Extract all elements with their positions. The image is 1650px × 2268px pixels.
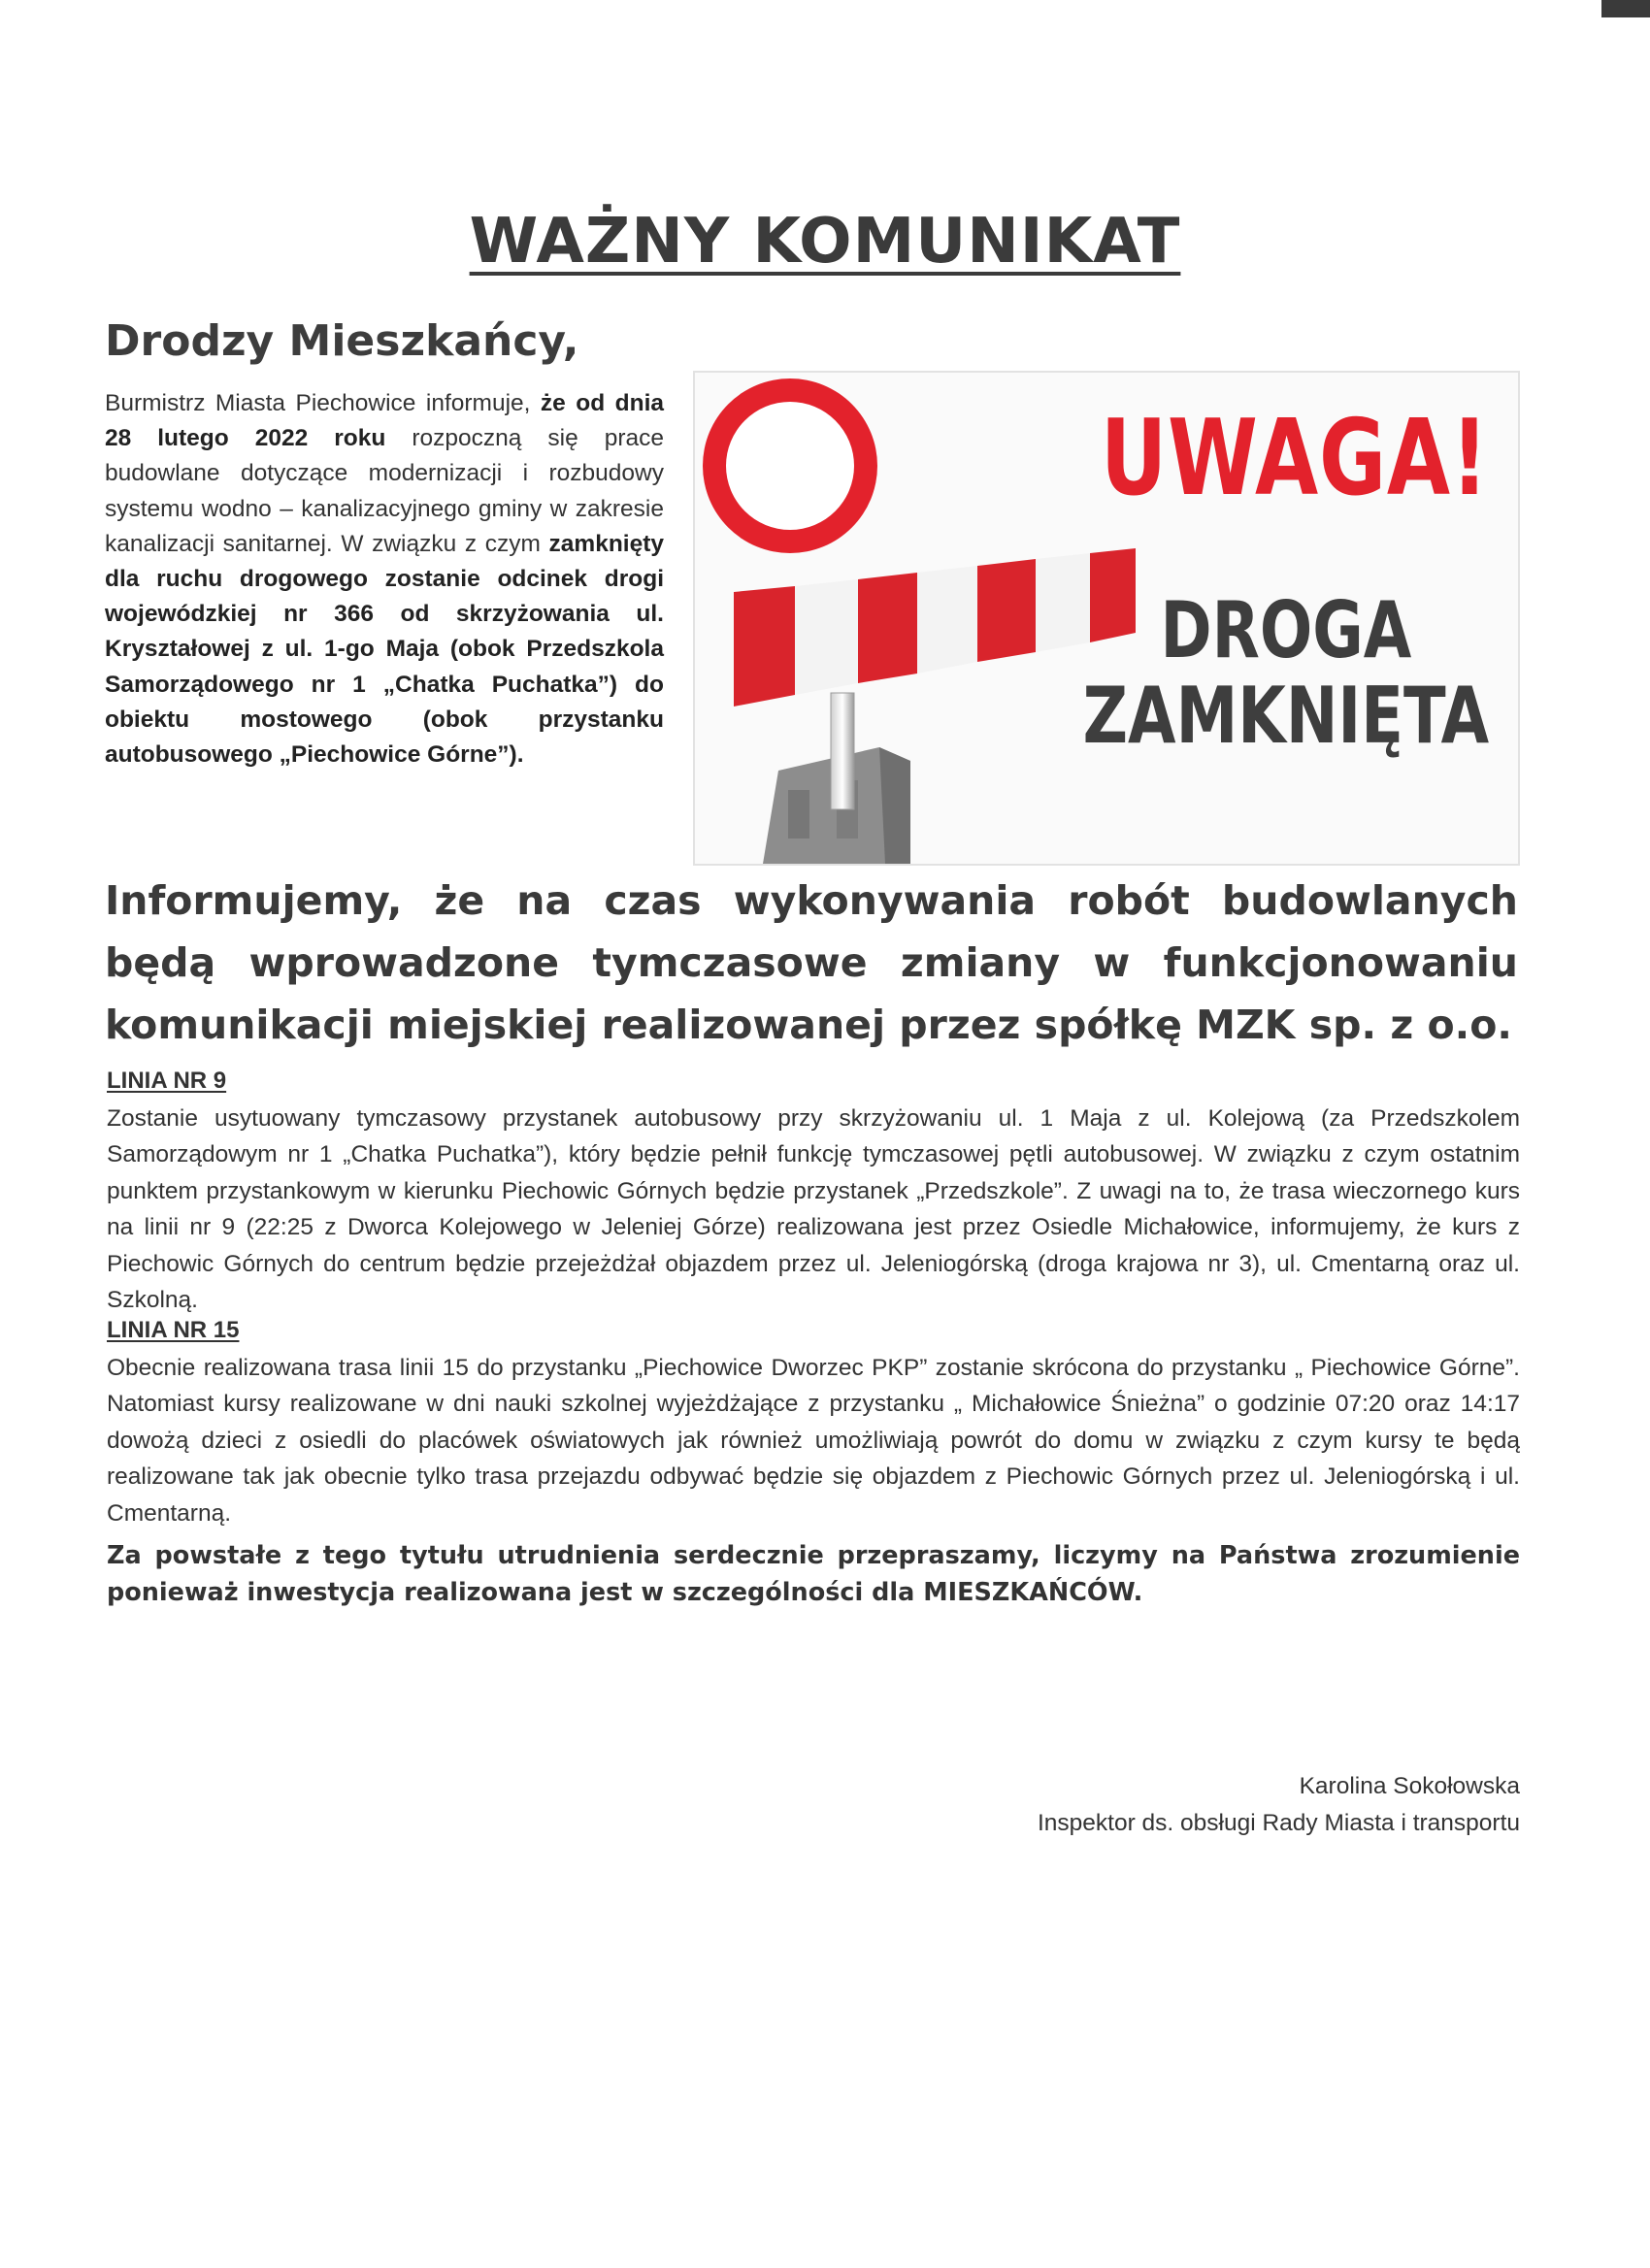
sign-line-1: DROGA (1160, 585, 1412, 675)
barrier-post (831, 693, 854, 809)
road-closed-sign-image (693, 371, 1520, 866)
greeting-heading: Drodzy Mieszkańcy, (105, 316, 579, 366)
section-heading-line-15: LINIA NR 15 (107, 1317, 240, 1343)
sign-headline: UWAGA! (1100, 398, 1489, 519)
intro-text-2: rozpoczną się prace budowlane dotyczące modernizacji i rozbudowy systemu wodno – kanalizacyjnego gminy w zakresie kanalizacji sanitarnej. W związku z czym (105, 425, 664, 557)
intro-paragraph (105, 386, 664, 772)
section-heading-line-9: LINIA NR 9 (107, 1068, 227, 1094)
signature-block (1038, 1768, 1520, 1842)
scan-edge-mark (1601, 0, 1650, 17)
lead-announcement: Informujemy, że na czas wykonywania robót budowlanych będą wprowadzone tymczasowe zmiany w funkcjonowaniu komunikacji miejskiej realizowanej przez spółkę MZK sp. z o.o. (105, 877, 1518, 1048)
page-title: WAŻNY KOMUNIKAT (469, 206, 1181, 278)
intro-text-1: Burmistrz Miasta Piechowice informuje, (105, 390, 541, 416)
striped-barrier-bar (734, 548, 1136, 707)
sign-road-closed-text (1082, 585, 1489, 761)
intro-date-bold: że od dnia 28 lutego 2022 roku (105, 390, 664, 452)
sign-line-2: ZAMKNIĘTA (1082, 671, 1489, 761)
section-text-line-9: Zostanie usytuowany tymczasowy przystanek autobusowy przy skrzyżowaniu ul. 1 Maja z ul. Kolejową (za Przedszkolem Samorządowym nr 1 „Chatka Puchatka”), który będzie pełnił funkcję tymczasowej pętli autobusowej. W związku z czym ostatnim punktem przystankowym w kierunku Piechowic Górnych będzie przystanek „Przedszkole”. Z uwagi na to, że trasa wieczornego kurs na linii nr 9 (22:25 z Dworca Kolejowego w Jeleniej Górze) realizowana jest przez Osiedle Michałowice, informujemy, że kurs z Piechowic Górnych do centrum będzie przejeżdżał objazdem przez ul. Jeleniogórską (droga krajowa nr 3), ul. Cmentarną oraz ul. Szkolną. (107, 1105, 1520, 1314)
intro-closure-bold: zamknięty dla ruchu drogowego zostanie odcinek drogi wojewódzkiej nr 366 od skrzyżowania ul. Kryształowej z ul. 1-go Maja (obok Przedszkola Samorządowego nr 1 „Chatka Puchatka”) do obiektu mostowego (obok przystanku autobusowego „Piechowice Górne”). (105, 530, 664, 769)
signature-name: Karolina Sokołowska (1299, 1773, 1520, 1799)
signature-role: Inspektor ds. obsługi Rady Miasta i transportu (1037, 1810, 1520, 1836)
closing-statement: Za powstałe z tego tytułu utrudnienia serdecznie przepraszamy, liczymy na Państwa zrozumienie ponieważ inwestycja realizowana jest w szczególności dla MIESZKAŃCÓW. (107, 1541, 1520, 1607)
section-text-line-15: Obecnie realizowana trasa linii 15 do przystanku „Piechowice Dworzec PKP” zostanie skrócona do przystanku „ Piechowice Górne”. Natomiast kursy realizowane w dni nauki szkolnej wyjeżdżające z przystanku „ Michałowice Śnieżna” o godzinie 07:20 oraz 14:17 dowożą dzieci z osiedli do placówek oświatowych jak również umożliwiają powrót do domu w związku z czym kursy te będą realizowane tak jak obecnie tylko trasa przejazdu odbywać będzie się objazdem z Piechowic Górnych przez ul. Jeleniogórską i ul. Cmentarną. (107, 1355, 1520, 1527)
